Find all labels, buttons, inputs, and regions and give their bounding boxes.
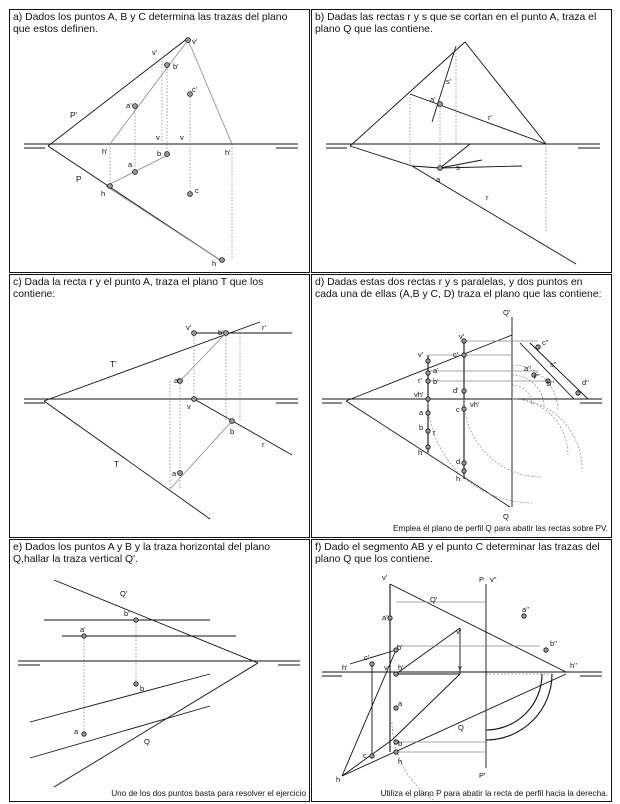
label-v-prime: v' bbox=[192, 37, 198, 46]
rabatment-arc bbox=[512, 399, 568, 455]
label-h-prime: h' bbox=[102, 147, 108, 156]
label-Q: Q bbox=[503, 512, 509, 521]
rabatment-arc bbox=[486, 674, 552, 740]
label-P-prime: P' bbox=[479, 771, 486, 780]
label-r: r bbox=[262, 440, 265, 449]
point-h-bottom bbox=[220, 258, 225, 263]
label-v: v bbox=[156, 133, 160, 142]
label-h-prime: h' bbox=[418, 448, 424, 457]
point-h bbox=[108, 184, 113, 189]
label-d-prime: d' bbox=[453, 386, 459, 395]
trace-Q-prime bbox=[350, 42, 465, 146]
label-s-prime: s' bbox=[446, 77, 452, 86]
label-Q-prime: Q' bbox=[503, 308, 511, 317]
line-s bbox=[440, 166, 522, 168]
aux-line bbox=[396, 628, 460, 674]
label-a-double-prime: a'' bbox=[522, 605, 530, 614]
point-a bbox=[82, 732, 86, 736]
label-b: b bbox=[140, 684, 145, 693]
label-b-double-prime: b'' bbox=[547, 379, 555, 388]
point-a-prime bbox=[388, 616, 392, 620]
line-r bbox=[412, 166, 440, 168]
label-P-prime: P' bbox=[70, 110, 78, 120]
point-c bbox=[188, 192, 193, 197]
horizontal-projection bbox=[30, 706, 210, 758]
panel-c-diagram bbox=[10, 275, 310, 538]
label-h: h bbox=[456, 474, 461, 483]
label-c: c bbox=[195, 186, 199, 195]
label-h: h bbox=[336, 775, 341, 784]
panel-c bbox=[9, 274, 310, 538]
label-v-prime: v' bbox=[459, 332, 465, 341]
aux-line bbox=[106, 186, 220, 260]
label-vh-prime: vh' bbox=[470, 400, 480, 409]
panel-f bbox=[311, 539, 612, 802]
label-c-prime: c' bbox=[192, 85, 198, 94]
label-r: r bbox=[486, 193, 489, 202]
panel-f-diagram bbox=[312, 540, 612, 802]
label-b: b bbox=[157, 149, 162, 158]
label-v: v bbox=[187, 402, 191, 411]
point-c bbox=[370, 754, 374, 758]
point-d bbox=[462, 461, 466, 465]
label-Q-prime: Q' bbox=[430, 595, 438, 604]
point-h bbox=[394, 750, 398, 754]
label-v-prime: v' bbox=[382, 573, 388, 582]
label-b-prime: b' bbox=[433, 377, 439, 386]
point-h bbox=[462, 469, 466, 473]
label-h: h bbox=[398, 757, 403, 766]
panel-a-diagram bbox=[10, 10, 310, 273]
label-b-prime: b' bbox=[218, 328, 224, 337]
point-c bbox=[462, 407, 466, 411]
point-a-prime bbox=[82, 634, 86, 638]
point-a-double-prime bbox=[522, 614, 526, 618]
label-h-prime: h' bbox=[342, 663, 348, 672]
panel-b-diagram bbox=[312, 10, 612, 273]
point-c-prime bbox=[462, 353, 466, 357]
label-b-prime: b' bbox=[124, 609, 130, 618]
label-h-prime: h' bbox=[398, 663, 404, 672]
panel-e-note: Uno de los dos puntos basta para resolver el ejercicio bbox=[111, 789, 306, 798]
label-b: b bbox=[230, 427, 235, 436]
panel-e bbox=[9, 539, 310, 802]
label-r-prime: r' bbox=[418, 376, 422, 385]
label-h: h bbox=[101, 189, 106, 198]
label-c-double-prime: c'' bbox=[542, 338, 549, 347]
label-a: a bbox=[74, 727, 79, 736]
point-a bbox=[426, 411, 430, 415]
point-b bbox=[426, 429, 430, 433]
point-b-prime bbox=[134, 618, 138, 622]
panel-b-title: b) Dadas las rectas r y s que se cortan en el punto A, traza el plano Q que las contiene. bbox=[315, 12, 597, 35]
panel-d-title: d) Dadas estas dos rectas r y s paralelas, y dos puntos en cada una de ellas (A,B y C, D) traza el plano que las contiene: bbox=[315, 277, 602, 300]
point-v bbox=[192, 397, 197, 402]
line-r-double-prime bbox=[530, 343, 588, 399]
point-a-prime bbox=[438, 102, 443, 107]
point-h-prime bbox=[426, 445, 430, 449]
point-a-prime bbox=[133, 104, 138, 109]
panel-e-diagram bbox=[10, 540, 310, 802]
point-h-prime bbox=[394, 672, 398, 676]
label-a-prime: a' bbox=[382, 613, 388, 622]
label-v-prime: v' bbox=[456, 627, 462, 636]
point-b bbox=[165, 152, 170, 157]
label-T-prime: T' bbox=[110, 359, 117, 369]
point-a bbox=[438, 166, 443, 171]
label-P: P bbox=[479, 575, 485, 584]
label-a: a bbox=[128, 160, 133, 169]
rabatment-arc bbox=[464, 399, 542, 477]
label-a-prime: a' bbox=[433, 366, 439, 375]
panel-f-title: f) Dado el segmento AB y el punto C determinar las trazas del plano Q que los contiene. bbox=[315, 542, 600, 565]
label-c-prime: c' bbox=[364, 653, 370, 662]
label-c: c bbox=[456, 405, 460, 414]
label-a-prime: a' bbox=[174, 376, 180, 385]
label-a: a bbox=[398, 699, 403, 708]
point-c-prime bbox=[370, 662, 374, 666]
label-v-prime: v' bbox=[186, 323, 192, 332]
trace-prime bbox=[346, 335, 512, 401]
label-v: v bbox=[180, 133, 184, 142]
panel-d-note: Emplea el plano de perfil Q para abatir las rectas sobre PV. bbox=[393, 524, 608, 533]
point-v-prime bbox=[192, 331, 197, 336]
label-a-double-prime: a'' bbox=[524, 364, 532, 373]
panel-e-title: e) Dados los puntos A y B y la traza horizontal del plano Q,hallar la traza vertical Q'. bbox=[13, 542, 271, 565]
label-d: d bbox=[456, 457, 461, 466]
rabatment-arc bbox=[512, 385, 532, 405]
label-a-prime: a' bbox=[126, 101, 132, 110]
label-a-prime: a' bbox=[80, 625, 86, 634]
point-d-prime bbox=[462, 389, 466, 393]
point-b-prime bbox=[165, 63, 170, 68]
label-s: s bbox=[456, 163, 460, 172]
point-b-prime bbox=[426, 379, 430, 383]
label-T: T bbox=[114, 459, 120, 469]
point-a bbox=[178, 471, 183, 476]
label-Q: Q bbox=[458, 723, 464, 732]
label-v: v bbox=[384, 663, 388, 672]
label-b: b bbox=[398, 739, 403, 748]
point-v-prime bbox=[426, 359, 430, 363]
label-Q-prime: Q' bbox=[120, 589, 128, 598]
panel-a-title: a) Dados los puntos A, B y C determina las trazas del plano que estos definen. bbox=[13, 12, 288, 35]
trace-Q bbox=[342, 674, 566, 776]
label-v-double-prime: v'' bbox=[490, 575, 497, 584]
horizontal-projection bbox=[30, 674, 210, 722]
label-v-prime: v' bbox=[152, 48, 158, 57]
point-vh-prime bbox=[426, 397, 430, 401]
label-h: h bbox=[212, 259, 217, 268]
panel-d-diagram bbox=[312, 275, 612, 538]
point-v-prime bbox=[186, 38, 191, 43]
point-b bbox=[230, 419, 235, 424]
label-d-double-prime: d'' bbox=[582, 378, 590, 387]
point-b-prime bbox=[224, 331, 229, 336]
aux-line bbox=[170, 421, 235, 489]
trace-T bbox=[44, 401, 210, 519]
point-b bbox=[134, 682, 138, 686]
label-h-double-prime: h'' bbox=[570, 661, 578, 670]
label-vh-prime: vh' bbox=[414, 390, 424, 399]
aux-line bbox=[180, 333, 226, 381]
line-s-prime bbox=[432, 46, 456, 122]
label-b-double-prime: b'' bbox=[550, 639, 558, 648]
label-c: c bbox=[363, 751, 367, 760]
label-a-prime: a' bbox=[430, 95, 436, 104]
trace-Q-prime bbox=[54, 580, 258, 663]
label-Q: Q bbox=[144, 737, 150, 746]
trace-Q bbox=[350, 146, 412, 166]
aux-line bbox=[110, 40, 188, 144]
label-r-double-prime: r'' bbox=[534, 372, 540, 381]
point-a bbox=[133, 170, 138, 175]
point-c-double-prime bbox=[536, 345, 540, 349]
rabatment-arc bbox=[486, 674, 542, 730]
aux-line bbox=[392, 674, 460, 740]
label-a: a bbox=[436, 175, 441, 184]
label-b-prime: b' bbox=[173, 62, 179, 71]
aux-line bbox=[106, 154, 170, 186]
label-r-prime: r' bbox=[488, 113, 492, 122]
label-a: a bbox=[419, 408, 424, 417]
panel-c-title: c) Dada la recta r y el punto A, traza el plano T que los contiene: bbox=[13, 277, 264, 300]
label-b-prime: b' bbox=[397, 643, 403, 652]
label-h-prime: h' bbox=[225, 148, 231, 157]
label-b: b bbox=[419, 423, 424, 432]
point-d-double-prime bbox=[576, 391, 580, 395]
label-r-prime: r' bbox=[262, 323, 266, 332]
label-s-double-prime: s'' bbox=[550, 360, 557, 369]
label-r: r bbox=[433, 428, 436, 437]
label-c-prime: c' bbox=[453, 350, 459, 359]
point-a-prime bbox=[426, 371, 430, 375]
panel-d bbox=[311, 274, 612, 538]
label-v: v bbox=[458, 663, 462, 672]
label-P: P bbox=[76, 174, 82, 184]
line-s bbox=[440, 144, 470, 168]
point-b-double-prime bbox=[544, 648, 548, 652]
label-a: a bbox=[172, 469, 177, 478]
panel-a bbox=[9, 9, 310, 273]
rabatment-arc bbox=[512, 399, 582, 469]
panel-f-note: Utiliza el plano P para abatir la recta de perfil hacia la derecha. bbox=[380, 789, 608, 798]
label-v-prime: v' bbox=[418, 350, 424, 359]
trace-Q bbox=[54, 663, 258, 787]
panel-b bbox=[311, 9, 612, 273]
